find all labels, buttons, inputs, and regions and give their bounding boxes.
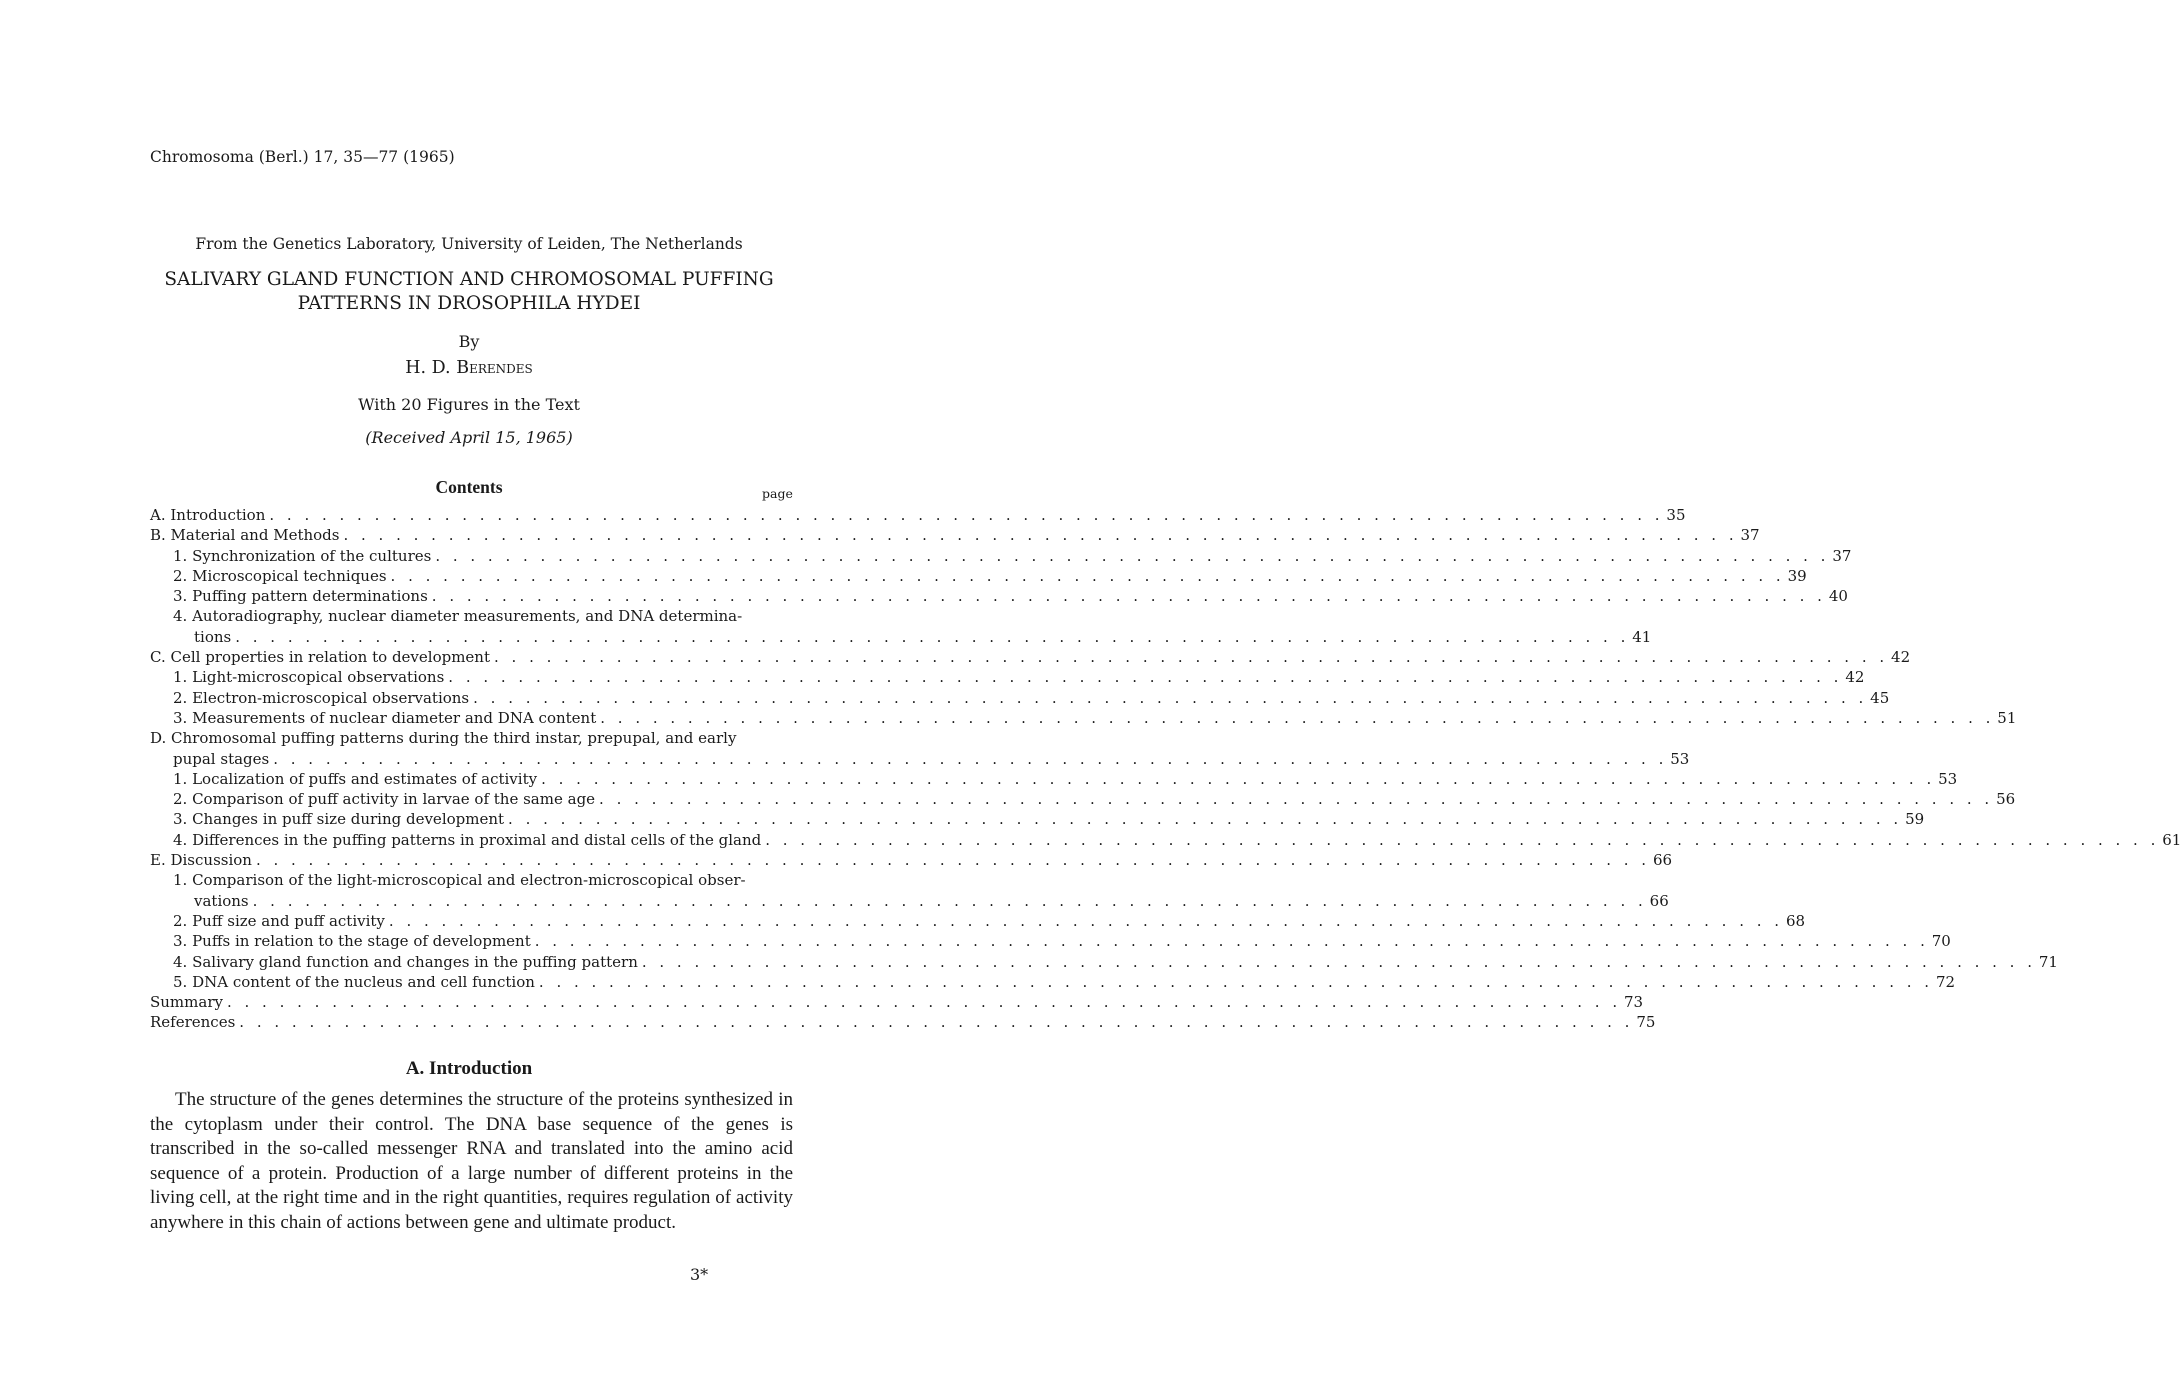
toc-leader-dots: . . . . . . . . . . . . . . . . . . . . . . . . . . . . . . . . . . . . . . . . . . . . . . . . . . . . . . . . . . . . . . . . . . . . . . . . . . . . . . . .: [435, 546, 1830, 565]
toc-entry-text: 1. Synchronization of the cultures: [173, 546, 432, 565]
toc-entry-text: E. Discussion: [150, 851, 252, 870]
toc-entry-text: 2. Electron-microscopical observations: [173, 688, 470, 707]
toc-entry-page: 75: [1636, 1013, 1656, 1032]
toc-leader-dots: . . . . . . . . . . . . . . . . . . . . . . . . . . . . . . . . . . . . . . . . . . . . . . . . . . . . . . . . . . . . . . . . . . . . . . . . . . . . . . . .: [235, 627, 1630, 646]
received-date: (Received April 15, 1965): [365, 428, 573, 447]
toc-entry: [150, 647, 1911, 667]
toc-entry-page: 35: [1666, 506, 1686, 524]
body-text: [150, 1088, 793, 1235]
toc-entry-page: 42: [1891, 648, 1911, 667]
toc-leader-dots: . . . . . . . . . . . . . . . . . . . . . . . . . . . . . . . . . . . . . . . . . . . . . . . . . . . . . . . . . . . . . . . . . . . . . . . . . . . . . . . .: [343, 526, 1738, 545]
toc-entry-page: 37: [1740, 526, 1760, 545]
toc-entry: [150, 931, 1951, 951]
toc-entry-page: 45: [1870, 688, 1890, 707]
title-line-1: SALIVARY GLAND FUNCTION AND CHROMOSOMAL PUFFING: [164, 269, 774, 290]
toc-entry: [150, 749, 1690, 769]
toc-entry-page: 53: [1938, 769, 1958, 788]
toc-entry-text: 4. Differences in the puffing patterns in proximal and distal cells of the gland: [173, 830, 762, 849]
toc-entry-text: 3. Puffing pattern determinations: [173, 587, 428, 606]
toc-entry: [150, 627, 1652, 647]
toc-leader-dots: . . . . . . . . . . . . . . . . . . . . . . . . . . . . . . . . . . . . . . . . . . . . . . . . . . . . . . . . . . . . . . . . . . . . . . . . . . . . . . . .: [641, 952, 2036, 971]
toc-entry: [150, 728, 793, 748]
toc-entry: [150, 870, 793, 890]
toc-entry-text: 4. Autoradiography, nuclear diameter measurements, and DNA determina-: [173, 607, 743, 626]
toc-entry-text: 2. Puff size and puff activity: [173, 911, 385, 930]
toc-entry-text: 3. Measurements of nuclear diameter and DNA content: [173, 708, 597, 727]
toc-leader-dots: . . . . . . . . . . . . . . . . . . . . . . . . . . . . . . . . . . . . . . . . . . . . . . . . . . . . . . . . . . . . . . . . . . . . . . . . . . . . . . . .: [534, 932, 1929, 951]
toc-entry-text: Summary: [150, 993, 223, 1012]
toc-leader-dots: . . . . . . . . . . . . . . . . . . . . . . . . . . . . . . . . . . . . . . . . . . . . . . . . . . . . . . . . . . . . . . . . . . . . . . . . . . . . . . . .: [541, 769, 1936, 788]
toc-entry-page: 70: [1931, 932, 1951, 951]
intro-paragraph: The structure of the genes determines the structure of the proteins synthesized in the cytoplasm under their control. The DNA base sequence of the genes is transcribed in the so-called messenger RNA and translated into the amino acid sequence of a protein. Production of a large number of different proteins in the living cell, at the right time and in the right quantities, requires regulation of activity anywhere in this chain of actions between gene and ultimate product.: [150, 1089, 793, 1233]
toc-entry: [150, 972, 1956, 992]
toc-entry: [150, 789, 2016, 809]
toc-entry-text: 4. Salivary gland function and changes in the puffing pattern: [173, 952, 638, 971]
toc-leader-dots: . . . . . . . . . . . . . . . . . . . . . . . . . . . . . . . . . . . . . . . . . . . . . . . . . . . . . . . . . . . . . . . . . . . . . . . . . . . . . . . .: [473, 688, 1868, 707]
page-folio: 3*: [690, 1265, 709, 1284]
author-initials: H. D.: [405, 358, 451, 378]
author-surname: Berendes: [456, 358, 533, 378]
toc-entry-page: 39: [1787, 566, 1807, 585]
toc-leader-dots: . . . . . . . . . . . . . . . . . . . . . . . . . . . . . . . . . . . . . . . . . . . . . . . . . . . . . . . . . . . . . . . . . . . . . . . . . . . . . . . .: [390, 566, 1785, 585]
toc-leader-dots: . . . . . . . . . . . . . . . . . . . . . . . . . . . . . . . . . . . . . . . . . . . . . . . . . . . . . . . . . . . . . . . . . . . . . . . . . . . . . . . .: [508, 810, 1903, 829]
toc-entry: [150, 891, 1669, 911]
toc-leader-dots: . . . . . . . . . . . . . . . . . . . . . . . . . . . . . . . . . . . . . . . . . . . . . . . . . . . . . . . . . . . . . . . . . . . . . . . . . . . . . . . .: [494, 648, 1889, 667]
toc-entry-page: 37: [1832, 546, 1852, 565]
contents-heading: Contents: [435, 477, 503, 497]
toc-entry-page: 68: [1785, 911, 1806, 930]
toc-entry: [150, 1012, 1656, 1032]
toc-entry-text: 3. Puffs in relation to the stage of development: [173, 932, 531, 951]
toc-entry-text: 2. Comparison of puff activity in larvae of the same age: [173, 790, 596, 809]
toc-entry-text: B. Material and Methods: [150, 526, 340, 545]
table-of-contents: [150, 505, 2181, 1033]
toc-leader-dots: . . . . . . . . . . . . . . . . . . . . . . . . . . . . . . . . . . . . . . . . . . . . . . . . . . . . . . . . . . . . . . . . . . . . . . . . . . . . . . . .: [239, 1013, 1634, 1032]
toc-entry-text: A. Introduction: [150, 506, 266, 524]
toc-leader-dots: . . . . . . . . . . . . . . . . . . . . . . . . . . . . . . . . . . . . . . . . . . . . . . . . . . . . . . . . . . . . . . . . . . . . . . . . . . . . . . . .: [273, 749, 1668, 768]
author-name: [0, 358, 938, 378]
toc-entry-page: 66: [1652, 851, 1673, 870]
toc-entry: [150, 708, 2017, 728]
toc-entry: [150, 586, 1848, 606]
journal-citation: Chromosoma (Berl.) 17, 35—77 (1965): [150, 148, 455, 166]
toc-entry-text: 1. Localization of puffs and estimates of activity: [173, 769, 538, 788]
toc-entry: [150, 809, 1925, 829]
paper-title: [0, 268, 938, 316]
toc-entry: [150, 667, 1865, 687]
toc-entry: [150, 525, 1760, 545]
toc-leader-dots: . . . . . . . . . . . . . . . . . . . . . . . . . . . . . . . . . . . . . . . . . . . . . . . . . . . . . . . . . . . . . . . . . . . . . . . . . . . . . . . .: [538, 972, 1934, 991]
toc-entry: [150, 546, 1852, 566]
toc-entry: [150, 850, 1673, 870]
toc-entry-text: vations: [194, 891, 249, 910]
toc-entry-text: 5. DNA content of the nucleus and cell function: [173, 972, 535, 991]
toc-entry-text: tions: [194, 627, 232, 646]
toc-entry-text: D. Chromosomal puffing patterns during the third instar, prepupal, and early: [150, 729, 737, 748]
toc-entry-page: 40: [1828, 587, 1848, 606]
toc-entry-text: 3. Changes in puff size during development: [173, 810, 505, 829]
toc-leader-dots: . . . . . . . . . . . . . . . . . . . . . . . . . . . . . . . . . . . . . . . . . . . . . . . . . . . . . . . . . . . . . . . . . . . . . . . . . . . . . . . .: [600, 708, 1995, 727]
toc-entry-page: 72: [1935, 972, 1956, 991]
toc-leader-dots: . . . . . . . . . . . . . . . . . . . . . . . . . . . . . . . . . . . . . . . . . . . . . . . . . . . . . . . . . . . . . . . . . . . . . . . . . . . . . . . .: [448, 668, 1843, 687]
toc-entry: [150, 830, 2181, 850]
by-line: By: [458, 332, 480, 351]
toc-entry-text: C. Cell properties in relation to development: [150, 648, 490, 667]
toc-entry: [150, 992, 1644, 1012]
toc-entry-text: 1. Light-microscopical observations: [173, 668, 445, 687]
toc-entry: [150, 505, 1686, 525]
toc-entry: [150, 911, 1806, 931]
toc-entry-text: References: [150, 1013, 236, 1032]
figures-note: With 20 Figures in the Text: [358, 395, 580, 414]
affiliation: From the Genetics Laboratory, University of Leiden, The Netherlands: [195, 235, 743, 253]
toc-entry-page: 41: [1632, 627, 1652, 646]
toc-entry-page: 42: [1845, 668, 1865, 687]
toc-entry-page: 56: [1996, 790, 2016, 809]
toc-entry-text: 1. Comparison of the light-microscopical and electron-microscopical obser-: [173, 871, 746, 890]
toc-entry-page: 61: [2162, 830, 2181, 849]
toc-leader-dots: . . . . . . . . . . . . . . . . . . . . . . . . . . . . . . . . . . . . . . . . . . . . . . . . . . . . . . . . . . . . . . . . . . . . . . . . . . . . . . . .: [255, 851, 1651, 870]
toc-entry: [150, 952, 2058, 972]
toc-leader-dots: . . . . . . . . . . . . . . . . . . . . . . . . . . . . . . . . . . . . . . . . . . . . . . . . . . . . . . . . . . . . . . . . . . . . . . . . . . . . . . . .: [599, 790, 1994, 809]
toc-entry-page: 51: [1997, 708, 2017, 727]
toc-entry-text: 2. Microscopical techniques: [173, 566, 387, 585]
toc-entry-text: pupal stages: [173, 749, 270, 768]
toc-entry: [150, 606, 793, 626]
toc-entry-page: 71: [2038, 952, 2058, 971]
toc-entry: [150, 566, 1807, 586]
toc-leader-dots: . . . . . . . . . . . . . . . . . . . . . . . . . . . . . . . . . . . . . . . . . . . . . . . . . . . . . . . . . . . . . . . . . . . . . . . . . . . . . . . .: [388, 911, 1784, 930]
toc-leader-dots: . . . . . . . . . . . . . . . . . . . . . . . . . . . . . . . . . . . . . . . . . . . . . . . . . . . . . . . . . . . . . . . . . . . . . . . . . . . . . . . .: [269, 506, 1664, 524]
toc-entry-page: 53: [1670, 749, 1690, 768]
toc-leader-dots: . . . . . . . . . . . . . . . . . . . . . . . . . . . . . . . . . . . . . . . . . . . . . . . . . . . . . . . . . . . . . . . . . . . . . . . . . . . . . . . .: [226, 993, 1622, 1012]
toc-leader-dots: . . . . . . . . . . . . . . . . . . . . . . . . . . . . . . . . . . . . . . . . . . . . . . . . . . . . . . . . . . . . . . . . . . . . . . . . . . . . . . . .: [252, 891, 1647, 910]
contents-page-label: page: [762, 486, 793, 501]
section-heading: A. Introduction: [405, 1058, 533, 1079]
toc-leader-dots: . . . . . . . . . . . . . . . . . . . . . . . . . . . . . . . . . . . . . . . . . . . . . . . . . . . . . . . . . . . . . . . . . . . . . . . . . . . . . . . .: [431, 587, 1826, 606]
toc-entry: [150, 769, 1958, 789]
toc-entry-page: 59: [1905, 810, 1925, 829]
toc-entry-page: 73: [1624, 993, 1644, 1012]
toc-leader-dots: . . . . . . . . . . . . . . . . . . . . . . . . . . . . . . . . . . . . . . . . . . . . . . . . . . . . . . . . . . . . . . . . . . . . . . . . . . . . . . . .: [765, 830, 2160, 849]
toc-entry-page: 66: [1649, 891, 1669, 910]
toc-entry: [150, 688, 1890, 708]
title-line-2: PATTERNS IN DROSOPHILA HYDEI: [297, 293, 641, 314]
